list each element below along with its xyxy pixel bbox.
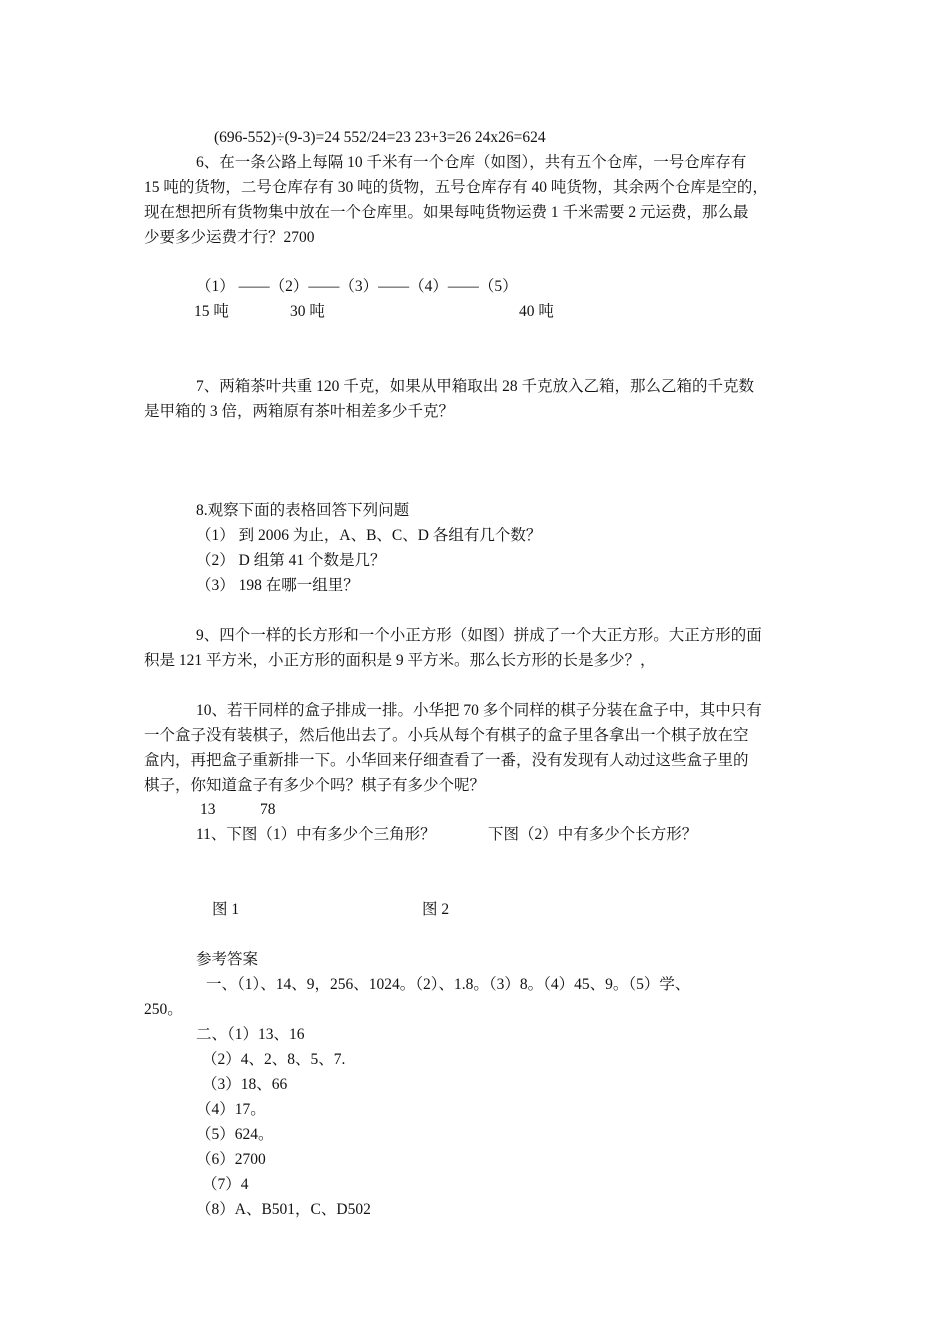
- answers-section-one-line-2: 250。: [144, 1001, 183, 1018]
- q6-line-3: 现在想把所有货物集中放在一个仓库里。如果每吨货物运费 1 千米需要 2 元运费，那么最: [144, 204, 749, 221]
- q8-item-3: （3） 198 在哪一组里？: [196, 577, 359, 594]
- answer-7: （7）4: [202, 1176, 249, 1193]
- q6-line-2: 15 吨的货物，二号仓库存有 30 吨的货物，五号仓库存有 40 吨货物，其余两个仓库是空的，: [144, 179, 768, 196]
- q8-item-2: （2） D 组第 41 个数是几？: [196, 552, 386, 569]
- answer-3: （3）18、66: [202, 1076, 288, 1093]
- q8-item-1: （1） 到 2006 为止，A、B、C、D 各组有几个数？: [196, 527, 542, 544]
- q10-answer-pieces: 78: [260, 801, 276, 818]
- answer-6: （6）2700: [196, 1151, 266, 1168]
- q6-weight-5: 40 吨: [519, 303, 554, 320]
- answers-section-one-line-1: 一、（1）、14、9，256、1024。（2）、1.8。（3）8。（4）45、9。（5）学、: [206, 976, 691, 993]
- answers-title: 参考答案: [196, 951, 259, 968]
- answer-4: （4）17。: [196, 1101, 266, 1118]
- q10-line-4: 棋子，你知道盒子有多少个吗？棋子有多少个呢？: [144, 777, 486, 794]
- q9-line-1: 9、四个一样的长方形和一个小正方形（如图）拼成了一个大正方形。大正方形的面: [196, 627, 762, 644]
- answer-8: （8）A、B501，C、D502: [196, 1201, 371, 1218]
- answer-2: （2）4、2、8、5、7.: [202, 1051, 346, 1068]
- q6-warehouse-diagram: （1） ——（2）——（3）——（4）——（5）: [196, 278, 518, 295]
- answers-section-two: 二、（1）13、16: [196, 1026, 305, 1043]
- q7-line-2: 是甲箱的 3 倍，两箱原有茶叶相差多少千克？: [144, 403, 455, 420]
- figure-2-caption: 图 2: [422, 901, 450, 918]
- q11-part-1: 11、下图（1）中有多少个三角形？: [196, 826, 436, 843]
- q7-line-1: 7、两箱茶叶共重 120 千克，如果从甲箱取出 28 千克放入乙箱，那么乙箱的千克数: [196, 378, 755, 395]
- q9-line-2: 积是 121 平方米，小正方形的面积是 9 平方米。那么长方形的长是多少？，: [144, 652, 656, 669]
- q10-line-3: 盒内，再把盒子重新排一下。小华回来仔细查看了一番，没有发现有人动过这些盒子里的: [144, 752, 749, 769]
- q8-title: 8.观察下面的表格回答下列问题: [196, 502, 410, 519]
- q6-line-1: 6、在一条公路上每隔 10 千米有一个仓库（如图），共有五个仓库，一号仓库存有: [196, 154, 747, 171]
- q6-weight-1: 15 吨: [194, 303, 229, 320]
- q10-answer-boxes: 13: [200, 801, 216, 818]
- q10-line-2: 一个盒子没有装棋子，然后他出去了。小兵从每个有棋子的盒子里各拿出一个棋子放在空: [144, 727, 749, 744]
- q6-line-4: 少要多少运费才行？2700: [144, 229, 315, 246]
- q10-line-1: 10、若干同样的盒子排成一排。小华把 70 多个同样的棋子分装在盒子中，其中只有: [196, 702, 762, 719]
- q6-weight-2: 30 吨: [290, 303, 325, 320]
- q5-calculation: (696-552)÷(9-3)=24 552/24=23 23+3=26 24x26=624: [214, 129, 546, 146]
- answer-5: （5）624。: [196, 1126, 274, 1143]
- q11-part-2: 下图（2）中有多少个长方形？: [488, 826, 698, 843]
- figure-1-caption: 图 1: [212, 901, 240, 918]
